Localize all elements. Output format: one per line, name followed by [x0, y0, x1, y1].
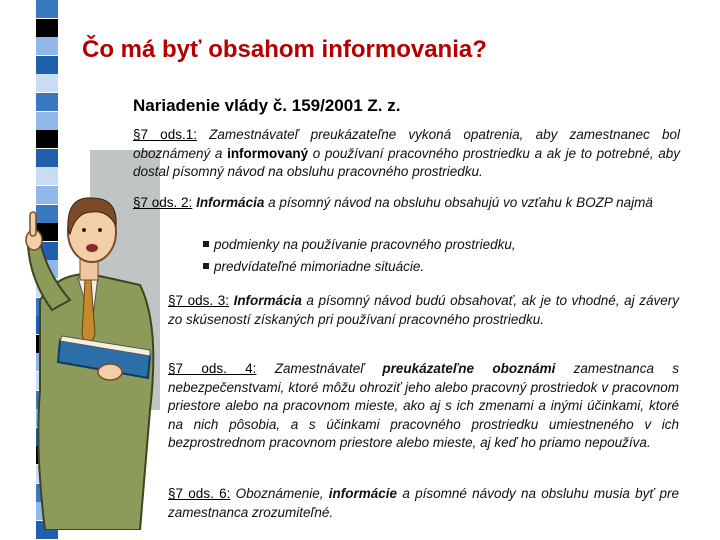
emphasis-text: preukázateľne oboznámi	[382, 361, 556, 376]
paragraph-ods3	[168, 292, 679, 329]
section-ref: §7 ods. 3:	[168, 293, 229, 308]
paragraph-text: Zamestnávateľ preukázateľne vykoná opatrenia, aby zamestnanec bol oboznámený a	[133, 127, 680, 161]
paragraph-text: a písomný návod na obsluhu obsahujú vo vzťahu k BOZP najmä	[264, 195, 653, 210]
strip-block	[36, 37, 58, 55]
strip-block	[36, 74, 58, 92]
strip-block	[36, 0, 58, 18]
section-ref: §7 ods. 6:	[168, 486, 231, 501]
paragraph-ods1	[133, 126, 680, 182]
page-title: Čo má byť obsahom informovania?	[82, 36, 487, 63]
regulation-subtitle: Nariadenie vlády č. 159/2001 Z. z.	[133, 96, 401, 115]
paragraph-text: Oboznámenie,	[230, 486, 329, 501]
emphasis-text: Informácia	[196, 195, 265, 210]
paragraph-text: a písomný návod budú obsahovať, ak je to vhodné, aj závery zo skúseností získaných pri používaní pracovného prostriedku.	[168, 293, 680, 327]
paragraph-text: Zamestnávateľ	[256, 361, 383, 376]
list-item	[203, 237, 516, 252]
paragraph-ods2	[133, 194, 680, 213]
bullet-square-icon	[203, 263, 209, 269]
section-ref: §7 ods. 4:	[168, 361, 257, 376]
strip-block	[36, 130, 58, 148]
paragraph-text: a písomné návody na obsluhu musia byť pre zamestnanca zrozumiteľné.	[168, 486, 679, 520]
list-item-text: podmienky na používanie pracovného prostriedku,	[214, 237, 516, 252]
jacket-shape	[38, 274, 153, 530]
strip-block	[36, 56, 58, 74]
list-item	[203, 259, 424, 274]
paragraph-ods6	[168, 485, 679, 522]
strip-block	[36, 93, 58, 111]
emphasis-text: Informácia	[233, 293, 302, 308]
paragraph-text: o používaní pracovného prostriedku a ak je to potrebné, aby dostal písomný návod na obsluhu pracovného prostriedku.	[133, 145, 681, 179]
strip-block	[36, 19, 58, 37]
section-ref: §7 ods. 2:	[133, 195, 193, 210]
list-item-text: predvídateľné mimoriadne situácie.	[214, 259, 425, 274]
emphasis-text: informovaný	[227, 145, 309, 161]
emphasis-text: informácie	[328, 486, 398, 501]
section-ref: §7 ods.1:	[133, 127, 197, 142]
strip-block	[36, 112, 58, 130]
bullet-square-icon	[203, 241, 209, 247]
paragraph-ods4	[168, 360, 679, 453]
paragraph-text: zamestnanca s nebezpečenstvami, ktoré môžu ohroziť jeho alebo pracovný prostriedok v pracovnom priestore alebo na pracovnom mieste, ako aj s ich zmenami a inými účinkami, ktoré na nich pôsobia, a s účinkami pracovného prostriedku umiestneného v ich bezprostrednom pracovnom priestore alebo mieste, aj keď ho priamo nepoužíva.	[168, 361, 680, 450]
